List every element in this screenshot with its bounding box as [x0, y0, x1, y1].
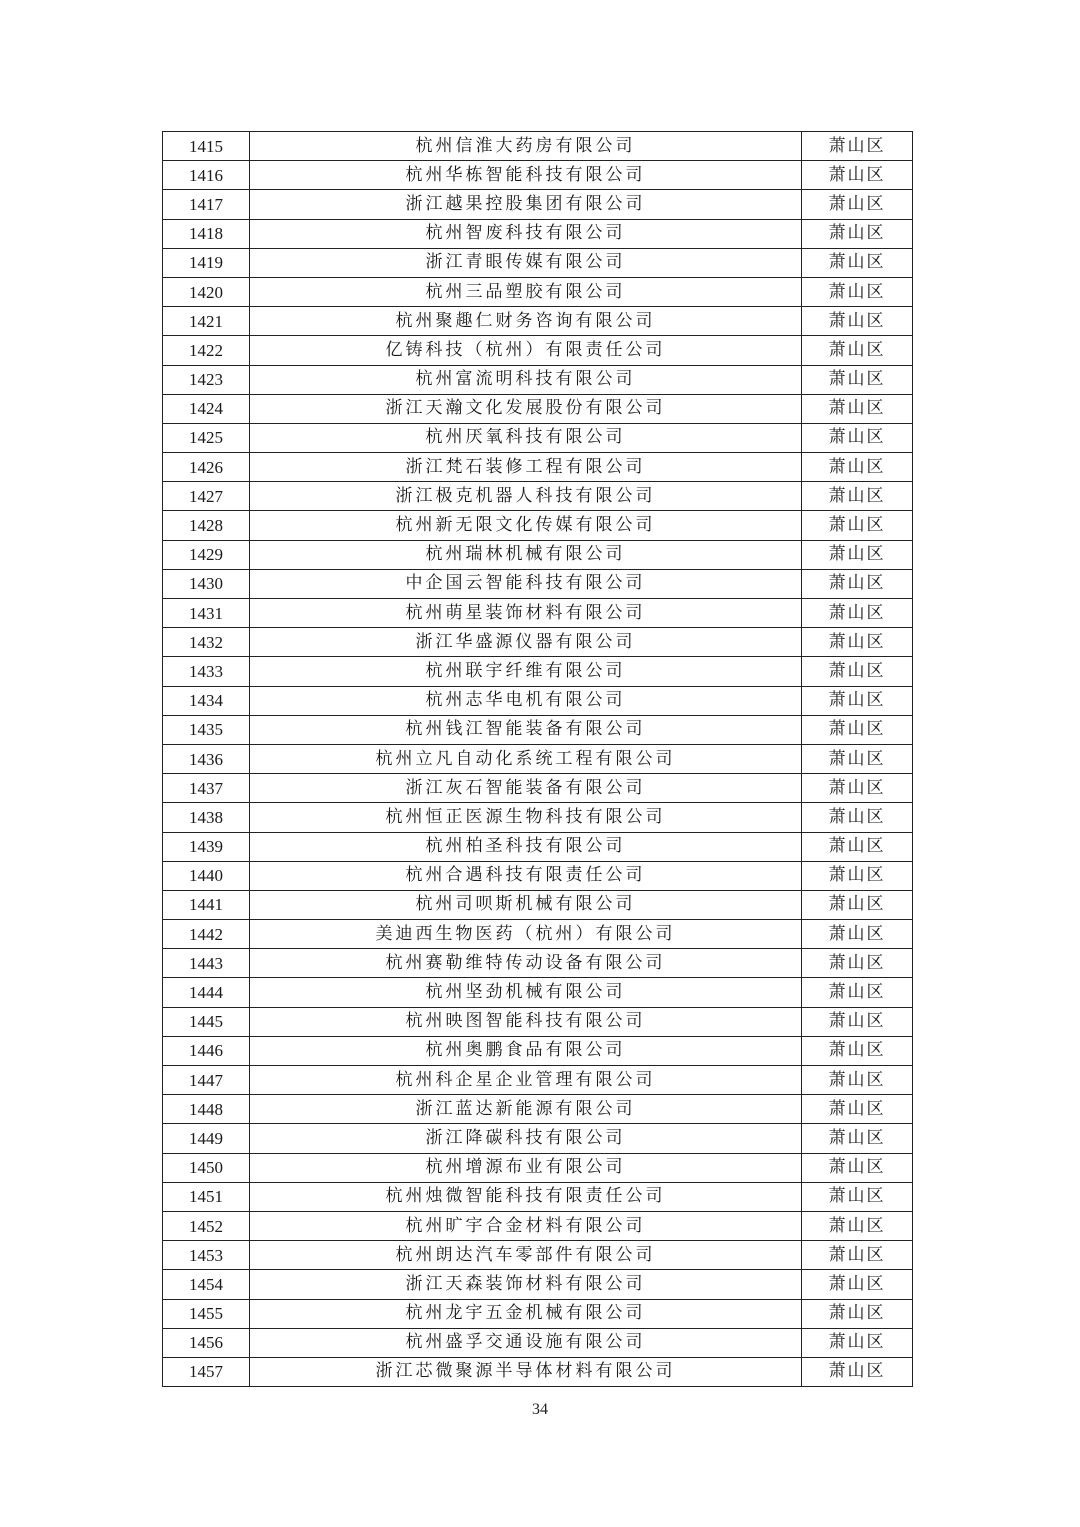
table-row: [163, 277, 913, 306]
company-name-cell: 杭州科企星企业管理有限公司: [250, 1066, 802, 1095]
company-name-cell: 杭州朗达汽车零部件有限公司: [250, 1241, 802, 1270]
company-name-cell: 杭州新无限文化传媒有限公司: [250, 511, 802, 540]
company-name-cell: 杭州龙宇五金机械有限公司: [250, 1299, 802, 1328]
row-number-cell: 1430: [163, 569, 250, 598]
district-cell: 萧山区: [802, 832, 913, 861]
row-number-cell: 1437: [163, 774, 250, 803]
row-number-cell: 1455: [163, 1299, 250, 1328]
company-name-cell: 杭州烛微智能科技有限责任公司: [250, 1182, 802, 1211]
district-cell: 萧山区: [802, 657, 913, 686]
row-number-cell: 1453: [163, 1241, 250, 1270]
company-name-cell: 浙江降碳科技有限公司: [250, 1124, 802, 1153]
row-number-cell: 1435: [163, 715, 250, 744]
table-row: [163, 599, 913, 628]
district-cell: 萧山区: [802, 628, 913, 657]
district-cell: 萧山区: [802, 1357, 913, 1386]
district-cell: 萧山区: [802, 1328, 913, 1357]
row-number-cell: 1429: [163, 540, 250, 569]
district-cell: 萧山区: [802, 248, 913, 277]
district-cell: 萧山区: [802, 1007, 913, 1036]
table-row: [163, 686, 913, 715]
table-row: [163, 715, 913, 744]
district-cell: 萧山区: [802, 1036, 913, 1065]
company-table: [162, 131, 913, 1387]
row-number-cell: 1418: [163, 219, 250, 248]
table-row: [163, 511, 913, 540]
company-name-cell: 浙江灰石智能装备有限公司: [250, 774, 802, 803]
company-name-cell: 杭州萌星装饰材料有限公司: [250, 599, 802, 628]
row-number-cell: 1427: [163, 482, 250, 511]
row-number-cell: 1425: [163, 423, 250, 452]
district-cell: 萧山区: [802, 920, 913, 949]
row-number-cell: 1428: [163, 511, 250, 540]
company-name-cell: 浙江极克机器人科技有限公司: [250, 482, 802, 511]
row-number-cell: 1419: [163, 248, 250, 277]
table-row: [163, 1153, 913, 1182]
district-cell: 萧山区: [802, 1095, 913, 1124]
table-row: [163, 248, 913, 277]
table-row: [163, 1270, 913, 1299]
row-number-cell: 1420: [163, 277, 250, 306]
table-row: [163, 744, 913, 773]
district-cell: 萧山区: [802, 569, 913, 598]
table-row: [163, 774, 913, 803]
district-cell: 萧山区: [802, 453, 913, 482]
company-name-cell: 杭州增源布业有限公司: [250, 1153, 802, 1182]
row-number-cell: 1417: [163, 190, 250, 219]
district-cell: 萧山区: [802, 599, 913, 628]
table-row: [163, 1095, 913, 1124]
row-number-cell: 1434: [163, 686, 250, 715]
company-name-cell: 杭州柏圣科技有限公司: [250, 832, 802, 861]
company-name-cell: 杭州立凡自动化系统工程有限公司: [250, 744, 802, 773]
row-number-cell: 1424: [163, 394, 250, 423]
company-name-cell: 美迪西生物医药（杭州）有限公司: [250, 920, 802, 949]
district-cell: 萧山区: [802, 540, 913, 569]
table-row: [163, 1036, 913, 1065]
table-row: [163, 161, 913, 190]
table-row: [163, 920, 913, 949]
table-row: [163, 978, 913, 1007]
table-row: [163, 394, 913, 423]
table-row: [163, 190, 913, 219]
district-cell: 萧山区: [802, 890, 913, 919]
table-row: [163, 1328, 913, 1357]
district-cell: 萧山区: [802, 482, 913, 511]
row-number-cell: 1449: [163, 1124, 250, 1153]
district-cell: 萧山区: [802, 949, 913, 978]
table-row: [163, 803, 913, 832]
row-number-cell: 1451: [163, 1182, 250, 1211]
table-row: [163, 307, 913, 336]
company-name-cell: 浙江梵石装修工程有限公司: [250, 453, 802, 482]
district-cell: 萧山区: [802, 365, 913, 394]
company-name-cell: 杭州盛孚交通设施有限公司: [250, 1328, 802, 1357]
company-name-cell: 杭州合遇科技有限责任公司: [250, 861, 802, 890]
company-name-cell: 中企国云智能科技有限公司: [250, 569, 802, 598]
company-name-cell: 杭州奥鹏食品有限公司: [250, 1036, 802, 1065]
row-number-cell: 1444: [163, 978, 250, 1007]
table-row: [163, 482, 913, 511]
row-number-cell: 1440: [163, 861, 250, 890]
company-name-cell: 杭州联宇纤维有限公司: [250, 657, 802, 686]
district-cell: 萧山区: [802, 511, 913, 540]
table-row: [163, 365, 913, 394]
table-row: [163, 1182, 913, 1211]
row-number-cell: 1426: [163, 453, 250, 482]
company-name-cell: 杭州信淮大药房有限公司: [250, 132, 802, 161]
row-number-cell: 1439: [163, 832, 250, 861]
district-cell: 萧山区: [802, 336, 913, 365]
row-number-cell: 1452: [163, 1211, 250, 1240]
row-number-cell: 1448: [163, 1095, 250, 1124]
row-number-cell: 1450: [163, 1153, 250, 1182]
row-number-cell: 1415: [163, 132, 250, 161]
district-cell: 萧山区: [802, 1270, 913, 1299]
row-number-cell: 1457: [163, 1357, 250, 1386]
district-cell: 萧山区: [802, 803, 913, 832]
district-cell: 萧山区: [802, 861, 913, 890]
district-cell: 萧山区: [802, 1241, 913, 1270]
row-number-cell: 1422: [163, 336, 250, 365]
page-number: 34: [532, 1401, 548, 1418]
table-row: [163, 540, 913, 569]
district-cell: 萧山区: [802, 161, 913, 190]
row-number-cell: 1442: [163, 920, 250, 949]
row-number-cell: 1431: [163, 599, 250, 628]
company-name-cell: 杭州三品塑胶有限公司: [250, 277, 802, 306]
district-cell: 萧山区: [802, 1182, 913, 1211]
row-number-cell: 1445: [163, 1007, 250, 1036]
table-row: [163, 861, 913, 890]
district-cell: 萧山区: [802, 307, 913, 336]
district-cell: 萧山区: [802, 1211, 913, 1240]
company-name-cell: 浙江芯微聚源半导体材料有限公司: [250, 1357, 802, 1386]
row-number-cell: 1447: [163, 1066, 250, 1095]
district-cell: 萧山区: [802, 1124, 913, 1153]
row-number-cell: 1441: [163, 890, 250, 919]
table-row: [163, 657, 913, 686]
row-number-cell: 1443: [163, 949, 250, 978]
company-name-cell: 杭州富流明科技有限公司: [250, 365, 802, 394]
district-cell: 萧山区: [802, 744, 913, 773]
company-name-cell: 浙江蓝达新能源有限公司: [250, 1095, 802, 1124]
district-cell: 萧山区: [802, 219, 913, 248]
company-name-cell: 浙江越果控股集团有限公司: [250, 190, 802, 219]
row-number-cell: 1432: [163, 628, 250, 657]
table-row: [163, 949, 913, 978]
table-row: [163, 1299, 913, 1328]
table-row: [163, 423, 913, 452]
row-number-cell: 1456: [163, 1328, 250, 1357]
table-row: [163, 1241, 913, 1270]
company-name-cell: 浙江青眼传媒有限公司: [250, 248, 802, 277]
company-name-cell: 杭州坚劲机械有限公司: [250, 978, 802, 1007]
table-row: [163, 628, 913, 657]
row-number-cell: 1436: [163, 744, 250, 773]
table-row: [163, 453, 913, 482]
table-row: [163, 336, 913, 365]
table-row: [163, 890, 913, 919]
company-name-cell: 杭州志华电机有限公司: [250, 686, 802, 715]
row-number-cell: 1446: [163, 1036, 250, 1065]
district-cell: 萧山区: [802, 1153, 913, 1182]
company-name-cell: 杭州瑞林机械有限公司: [250, 540, 802, 569]
district-cell: 萧山区: [802, 190, 913, 219]
district-cell: 萧山区: [802, 423, 913, 452]
company-table-body: [163, 132, 913, 1387]
row-number-cell: 1454: [163, 1270, 250, 1299]
row-number-cell: 1438: [163, 803, 250, 832]
district-cell: 萧山区: [802, 715, 913, 744]
table-row: [163, 1124, 913, 1153]
company-name-cell: 杭州聚趣仁财务咨询有限公司: [250, 307, 802, 336]
company-name-cell: 浙江天森装饰材料有限公司: [250, 1270, 802, 1299]
company-name-cell: 杭州司呗斯机械有限公司: [250, 890, 802, 919]
district-cell: 萧山区: [802, 1299, 913, 1328]
district-cell: 萧山区: [802, 686, 913, 715]
row-number-cell: 1416: [163, 161, 250, 190]
company-name-cell: 杭州赛勒维特传动设备有限公司: [250, 949, 802, 978]
table-row: [163, 1007, 913, 1036]
company-name-cell: 杭州旷宇合金材料有限公司: [250, 1211, 802, 1240]
company-name-cell: 杭州钱江智能装备有限公司: [250, 715, 802, 744]
row-number-cell: 1421: [163, 307, 250, 336]
company-name-cell: 杭州厌氧科技有限公司: [250, 423, 802, 452]
table-row: [163, 1211, 913, 1240]
company-name-cell: 亿铸科技（杭州）有限责任公司: [250, 336, 802, 365]
company-name-cell: 浙江天瀚文化发展股份有限公司: [250, 394, 802, 423]
table-row: [163, 1357, 913, 1386]
company-name-cell: 杭州映图智能科技有限公司: [250, 1007, 802, 1036]
district-cell: 萧山区: [802, 394, 913, 423]
district-cell: 萧山区: [802, 774, 913, 803]
table-row: [163, 219, 913, 248]
row-number-cell: 1423: [163, 365, 250, 394]
company-name-cell: 杭州智废科技有限公司: [250, 219, 802, 248]
table-row: [163, 1066, 913, 1095]
company-name-cell: 杭州华栋智能科技有限公司: [250, 161, 802, 190]
district-cell: 萧山区: [802, 1066, 913, 1095]
table-row: [163, 569, 913, 598]
company-name-cell: 浙江华盛源仪器有限公司: [250, 628, 802, 657]
district-cell: 萧山区: [802, 978, 913, 1007]
district-cell: 萧山区: [802, 277, 913, 306]
table-row: [163, 132, 913, 161]
company-name-cell: 杭州恒正医源生物科技有限公司: [250, 803, 802, 832]
table-row: [163, 832, 913, 861]
row-number-cell: 1433: [163, 657, 250, 686]
district-cell: 萧山区: [802, 132, 913, 161]
